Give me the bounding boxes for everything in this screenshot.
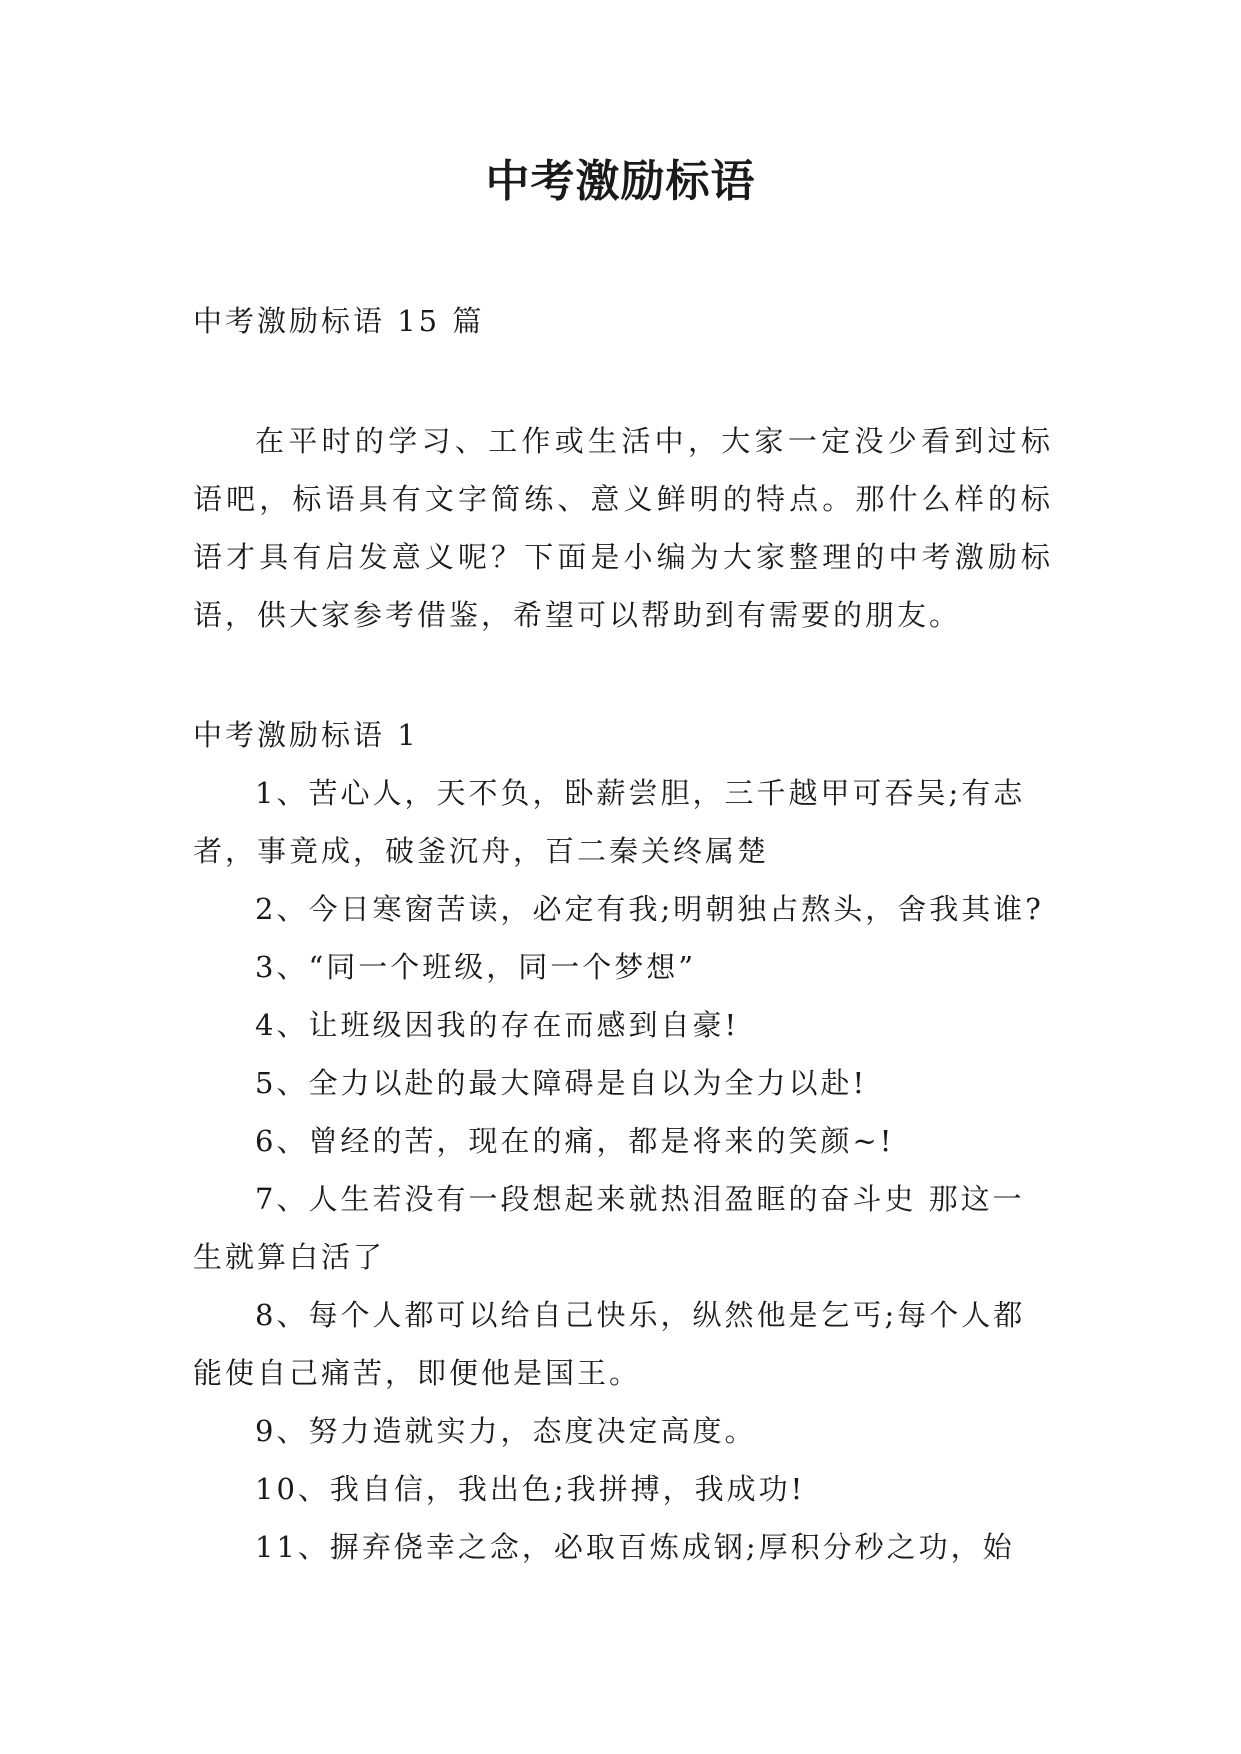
document-title: 中考激励标语 <box>485 156 756 207</box>
slogan-item: 1、苦心人，天不负，卧薪尝胆，三千越甲可吞吴;有志者，事竟成，破釜沉舟，百二秦关终属楚 <box>193 776 1026 868</box>
slogan-item: 5、全力以赴的最大障碍是自以为全力以赴! <box>255 1066 868 1100</box>
slogan-item: 9、努力造就实力，态度决定高度。 <box>255 1414 757 1448</box>
document-subtitle: 中考激励标语 15 篇 <box>193 304 485 338</box>
slogan-item: 11、摒弃侥幸之念，必取百炼成钢;厚积分秒之功，始 <box>255 1530 1015 1564</box>
slogan-item: 8、每个人都可以给自己快乐，纵然他是乞丐;每个人都能使自己痛苦，即便他是国王。 <box>193 1298 1026 1390</box>
section-heading: 中考激励标语 1 <box>193 718 419 752</box>
slogan-item: 7、人生若没有一段想起来就热泪盈眶的奋斗史 那这一生就算白活了 <box>193 1182 1025 1274</box>
slogan-item: 3、“同一个班级，同一个梦想” <box>255 950 697 984</box>
slogan-item: 2、今日寒窗苦读，必定有我;明朝独占熬头，舍我其谁? <box>255 892 1044 926</box>
slogan-item: 6、曾经的苦，现在的痛，都是将来的笑颜~! <box>255 1124 895 1158</box>
slogan-item: 4、让班级因我的存在而感到自豪! <box>255 1008 740 1042</box>
intro-paragraph: 在平时的学习、工作或生活中，大家一定没少看到过标语吧，标语具有文字简练、意义鲜明的特点。那什么样的标语才具有启发意义呢？下面是小编为大家整理的中考激励标语，供大家参考借鉴，希望可以帮助到有需要的朋友。 <box>193 424 1053 632</box>
document-body <box>193 292 1053 1576</box>
slogan-item: 10、我自信，我出色;我拼搏，我成功! <box>255 1472 806 1506</box>
